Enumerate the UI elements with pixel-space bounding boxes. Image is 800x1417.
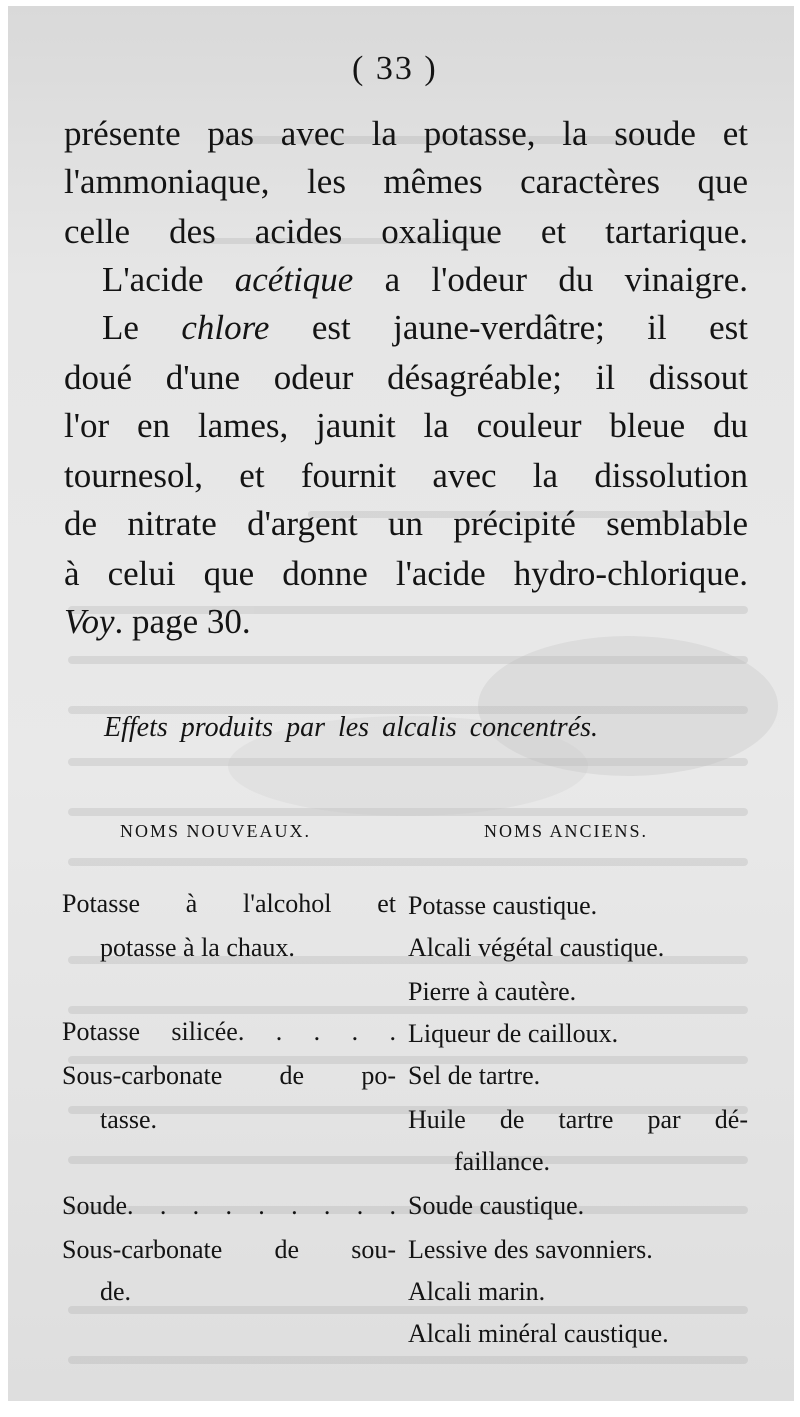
book-page	[8, 6, 794, 1401]
new-name-4: Soude. . . . . . . . .	[62, 1191, 396, 1220]
body-line-2: l'ammoniaque, les mêmes caractères que	[64, 162, 748, 201]
old-name-10: Alcali minéral caustique.	[408, 1319, 669, 1348]
old-name-3: Pierre à cautère.	[408, 977, 577, 1006]
body-line-5: Le chlore est jaune-verdâtre; il est	[102, 308, 748, 347]
italic-chlore: chlore	[181, 308, 270, 347]
body-line-7: l'or en lames, jaunit la couleur bleue du	[64, 406, 748, 445]
italic-voy: Voy	[64, 602, 115, 641]
old-name-6-cont: faillance.	[454, 1147, 550, 1176]
old-name-9: Alcali marin.	[408, 1277, 546, 1306]
column-header-new-names: NOMS NOUVEAUX.	[120, 821, 312, 841]
body-line-1: présente pas avec la potasse, la soude et	[64, 114, 748, 153]
new-name-2: Potasse silicée. . . . .	[62, 1017, 396, 1046]
body-line-6: doué d'une odeur désagréable; il dissout	[64, 358, 748, 397]
section-heading: Effets produits par les alcalis concentrés.	[104, 712, 599, 743]
body-line-8: tournesol, et fournit avec la dissolution	[64, 456, 748, 495]
new-name-3: Sous-carbonate de po-	[62, 1061, 396, 1090]
new-name-5-cont: de.	[100, 1277, 132, 1306]
old-name-4: Liqueur de cailloux.	[408, 1019, 619, 1048]
old-name-8: Lessive des savonniers.	[408, 1235, 653, 1264]
old-name-7: Soude caustique.	[408, 1191, 585, 1220]
column-header-old-names: NOMS ANCIENS.	[484, 821, 649, 841]
body-line-4: L'acide acétique a l'odeur du vinaigre.	[102, 260, 748, 299]
body-line-3: celle des acides oxalique et tartarique.	[64, 212, 748, 251]
page-number: ( 33 )	[352, 50, 438, 87]
new-name-1: Potasse à l'alcohol et	[62, 889, 396, 918]
italic-acetique: acétique	[234, 260, 354, 299]
old-name-5: Sel de tartre.	[408, 1061, 541, 1090]
old-name-2: Alcali végétal caustique.	[408, 933, 665, 962]
new-name-5: Sous-carbonate de sou-	[62, 1235, 396, 1264]
body-line-9: de nitrate d'argent un précipité semblable	[64, 504, 748, 543]
body-line-10: à celui que donne l'acide hydro-chlorique.	[64, 554, 748, 593]
body-line-11: Voy. page 30.	[64, 602, 251, 641]
old-name-6: Huile de tartre par dé-	[408, 1105, 748, 1134]
new-name-1-cont: potasse à la chaux.	[100, 933, 295, 962]
old-name-1: Potasse caustique.	[408, 891, 598, 920]
new-name-3-cont: tasse.	[100, 1105, 158, 1134]
